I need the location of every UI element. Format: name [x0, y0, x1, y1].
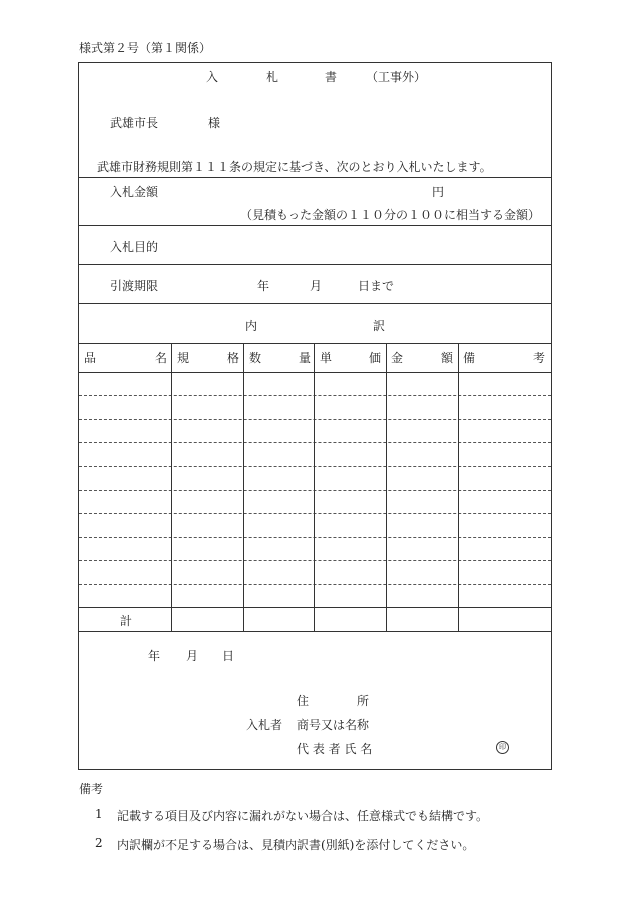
- breakdown-heading-left: 内: [245, 319, 258, 333]
- bidder-address-b: 所: [357, 694, 370, 708]
- table-row-divider: [79, 584, 551, 585]
- bidder-role: 入札者: [246, 718, 283, 732]
- addressee-honorific: 様: [208, 116, 221, 130]
- table-row-divider: [79, 395, 551, 396]
- delivery-month: 月: [310, 279, 323, 293]
- col-header-amount-a: 金: [391, 351, 404, 365]
- remark-text: 記載する項目及び内容に漏れがない場合は、任意様式でも結構です。: [117, 809, 489, 823]
- divider: [79, 225, 551, 226]
- bid-amount-label: 入札金額: [110, 185, 159, 199]
- column-divider: [314, 343, 315, 631]
- seal-mark-icon: 印: [496, 741, 509, 754]
- col-header-spec-a: 規: [177, 351, 190, 365]
- table-row-divider: [79, 537, 551, 538]
- delivery-label: 引渡期限: [110, 279, 159, 293]
- divider: [79, 177, 551, 178]
- col-header-unit-price-a: 単: [320, 351, 333, 365]
- table-row-divider: [79, 560, 551, 561]
- divider: [79, 264, 551, 265]
- col-header-qty-a: 数: [249, 351, 262, 365]
- remark-text: 内訳欄が不足する場合は、見積内訳書(別紙)を添付してください。: [117, 838, 475, 852]
- table-row-divider: [79, 490, 551, 491]
- divider: [79, 303, 551, 304]
- total-label: 計: [120, 614, 133, 628]
- column-divider: [171, 343, 172, 631]
- column-divider: [458, 343, 459, 631]
- table-row-divider: [79, 466, 551, 467]
- addressee-name: 武雄市長: [110, 116, 159, 130]
- col-header-remarks-a: 備: [463, 351, 476, 365]
- remarks-heading: 備考: [79, 782, 104, 796]
- purpose-label: 入札目的: [110, 240, 159, 254]
- remark-number: 2: [95, 836, 103, 850]
- col-header-amount-b: 額: [441, 351, 454, 365]
- divider: [79, 343, 551, 344]
- col-header-item-a: 品: [84, 351, 97, 365]
- remark-number: 1: [95, 807, 103, 821]
- title-char-2: 札: [266, 70, 279, 84]
- table-row-divider: [79, 513, 551, 514]
- table-row-divider: [79, 419, 551, 420]
- col-header-unit-price-b: 価: [369, 351, 382, 365]
- breakdown-heading-right: 訳: [373, 319, 386, 333]
- bid-statement: 武雄市財務規則第１１１条の規定に基づき、次のとおり入札いたします。: [97, 160, 492, 174]
- bid-amount-unit: 円: [432, 185, 445, 199]
- title-char-3: 書: [325, 70, 338, 84]
- title-subtitle: （工事外）: [366, 70, 427, 84]
- col-header-spec-b: 格: [227, 351, 240, 365]
- bidder-address-a: 住: [297, 694, 310, 708]
- delivery-year: 年: [257, 279, 270, 293]
- bidder-representative: 代 表 者 氏 名: [297, 742, 373, 756]
- col-header-remarks-b: 考: [533, 351, 546, 365]
- column-divider: [386, 343, 387, 631]
- table-header-bottom: [79, 372, 551, 373]
- bid-amount-note: （見積もった金額の１１０分の１００に相当する金額）: [240, 208, 541, 222]
- col-header-item-b: 名: [155, 351, 168, 365]
- delivery-day-until: 日まで: [358, 279, 395, 293]
- bidder-company-name: 商号又は名称: [297, 718, 370, 732]
- form-number: 様式第２号（第１関係）: [79, 41, 212, 55]
- title-char-1: 入: [206, 70, 219, 84]
- col-header-qty-b: 量: [299, 351, 312, 365]
- date-day: 日: [222, 649, 235, 663]
- date-year: 年: [148, 649, 161, 663]
- table-bottom: [79, 631, 551, 632]
- column-divider: [243, 343, 244, 631]
- date-month: 月: [186, 649, 199, 663]
- total-row-top: [79, 607, 551, 608]
- table-row-divider: [79, 442, 551, 443]
